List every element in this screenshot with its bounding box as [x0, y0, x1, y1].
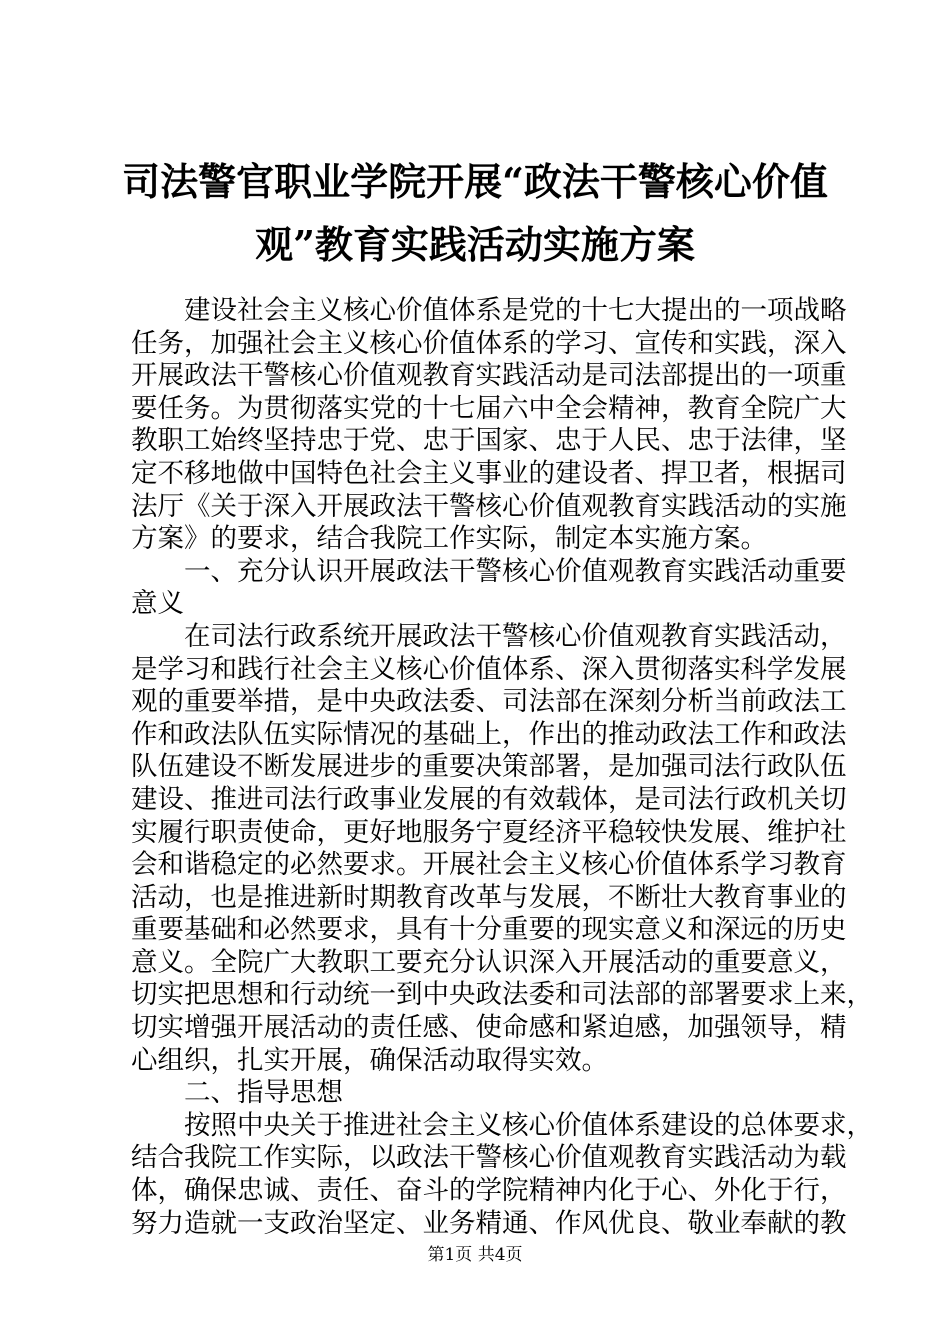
- page-number-footer: 第1页 共4页: [427, 1245, 523, 1265]
- document-title-line-2: 观”教育实践活动实施方案: [255, 222, 695, 267]
- section-heading-line: 二、指导思想: [184, 1077, 343, 1109]
- paragraph-line: 切实增强开展活动的责任感、使命感和紧迫感，加强领导，精: [131, 1012, 847, 1044]
- paragraph-line: 是学习和践行社会主义核心价值体系、深入贯彻落实科学发展: [131, 653, 847, 685]
- paragraph-line: 意义。全院广大教职工要充分认识深入开展活动的重要意义，: [131, 946, 847, 978]
- document-title-line-1: 司法警官职业学院开展“政法干警核心价值: [122, 159, 828, 204]
- paragraph-line: 活动，也是推进新时期教育改革与发展，不断壮大教育事业的: [131, 881, 847, 913]
- paragraph-line: 法厅《关于深入开展政法干警核心价值观教育实践活动的实施: [131, 490, 847, 522]
- paragraph-line: 建设、推进司法行政事业发展的有效载体，是司法行政机关切: [131, 783, 847, 815]
- paragraph-line: 会和谐稳定的必然要求。开展社会主义核心价值体系学习教育: [131, 849, 847, 881]
- paragraph-line: 作和政法队伍实际情况的基础上，作出的推动政法工作和政法: [131, 718, 847, 750]
- paragraph-line: 在司法行政系统开展政法干警核心价值观教育实践活动，: [184, 620, 847, 652]
- paragraph-line: 队伍建设不断发展进步的重要决策部署，是加强司法行政队伍: [131, 751, 847, 783]
- paragraph-line: 体，确保忠诚、责任、奋斗的学院精神内化于心、外化于行，: [131, 1175, 847, 1207]
- paragraph-line: 定不移地做中国特色社会主义事业的建设者、捍卫者，根据司: [131, 457, 847, 489]
- paragraph-line: 观的重要举措，是中央政法委、司法部在深刻分析当前政法工: [131, 686, 847, 718]
- paragraph-line: 方案》的要求，结合我院工作实际，制定本实施方案。: [131, 523, 767, 555]
- paragraph-line: 重要基础和必然要求，具有十分重要的现实意义和深远的历史: [131, 914, 847, 946]
- paragraph-line: 建设社会主义核心价值体系是党的十七大提出的一项战略: [184, 295, 847, 326]
- paragraph-line: 结合我院工作实际，以政法干警核心价值观教育实践活动为载: [131, 1142, 847, 1174]
- paragraph-line: 心组织，扎实开展，确保活动取得实效。: [131, 1044, 608, 1076]
- section-heading-line: 意义: [131, 588, 184, 620]
- document-body: [131, 295, 873, 1240]
- paragraph-line: 努力造就一支政治坚定、业务精通、作风优良、敬业奉献的教: [131, 1207, 847, 1239]
- paragraph-line: 实履行职责使命，更好地服务宁夏经济平稳较快发展、维护社: [131, 816, 847, 848]
- paragraph-line: 教职工始终坚持忠于党、忠于国家、忠于人民、忠于法律，坚: [131, 425, 847, 457]
- paragraph-line: 切实把思想和行动统一到中央政法委和司法部的部署要求上来，: [131, 979, 873, 1011]
- paragraph-line: 要任务。为贯彻落实党的十七届六中全会精神，教育全院广大: [131, 392, 847, 424]
- paragraph-line: 开展政法干警核心价值观教育实践活动是司法部提出的一项重: [131, 360, 847, 392]
- paragraph-line: 按照中央关于推进社会主义核心价值体系建设的总体要求，: [184, 1109, 873, 1141]
- section-heading-line: 一、充分认识开展政法干警核心价值观教育实践活动重要: [184, 555, 847, 587]
- paragraph-line: 任务，加强社会主义核心价值体系的学习、宣传和实践，深入: [131, 327, 847, 359]
